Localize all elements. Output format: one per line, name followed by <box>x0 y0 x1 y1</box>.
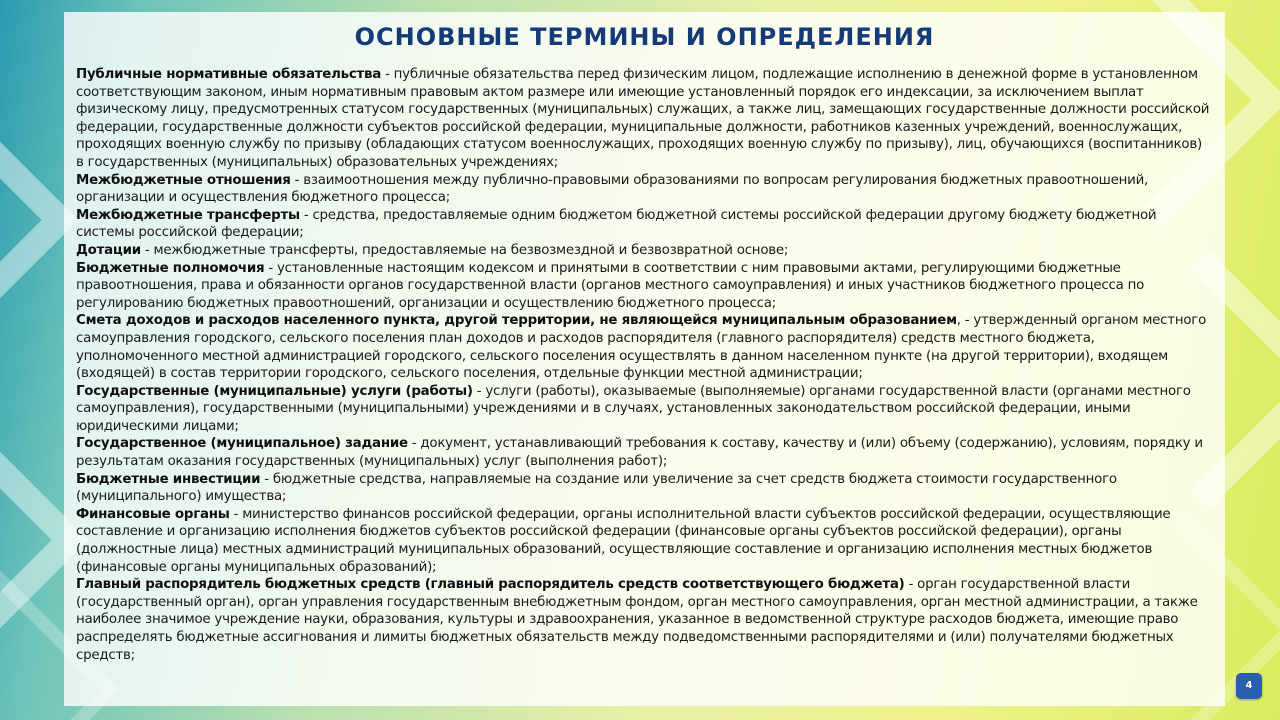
term-name: Главный распорядитель бюджетных средств (главный распорядитель средств соответствующего бюджета) <box>76 577 905 593</box>
term-entry <box>76 435 1213 470</box>
term-definition: - министерство финансов российской федерации, органы исполнительной власти субъектов российской федерации, осуществляющие составление и организацию исполнения бюджетов субъектов российской федерации (финансовые органы субъектов российской федерации), органы (должностные лица) местных администраций муниципальных образований, осуществляющие составление и организацию исполнения местных бюджетов (финансовые органы муниципальных образований); <box>76 506 1171 575</box>
term-definition: - установленные настоящим кодексом и принятыми в соответствии с ним правовыми актами, регулирующими бюджетные правоотношения, права и обязанности органов государственной власти (органов местного самоуправления) и иных участников бюджетного процесса по регулированию бюджетных правоотношений, организации и осуществлению бюджетного процесса; <box>76 260 1145 311</box>
term-entry <box>76 576 1213 664</box>
term-entry <box>76 260 1213 313</box>
term-entry <box>76 207 1213 242</box>
term-definition: - публичные обязательства перед физическим лицом, подлежащие исполнению в денежной форме в установленном соответствующим законом, иным нормативным правовым актом размере или имеющие установленный порядок его индексации, за исключением выплат физическому лицу, предусмотренных статусом государственных (муниципальных) служащих, а также лиц, замещающих государственные должности российской федерации, государственные должности субъектов российской федерации, муниципальные должности, работников казенных учреждений, военнослужащих, проходящих военную службу по призыву (обладающих статусом военнослужащих, проходящих военную службу по призыву), лиц, обучающихся (воспитанников) в государственных (муниципальных) образовательных учреждениях; <box>76 67 1210 170</box>
term-entry <box>76 471 1213 506</box>
term-entry <box>76 66 1213 172</box>
term-entry <box>76 312 1213 382</box>
term-name: Смета доходов и расходов населенного пункта, другой территории, не являющейся муниципальным образованием <box>76 313 957 329</box>
term-entry <box>76 506 1213 576</box>
term-name: Государственное (муниципальное) задание <box>76 436 408 452</box>
term-definition: , - утвержденный органом местного самоуправления городского, сельского поселения план доходов и расходов распорядителя (главного распорядителя) средств местного бюджета, уполномоченного местной администрацией городского, сельского поселения осуществлять в данном населенном пункте (на другой территории), входящем (входящей) в состав территории городского, сельского поселения, отдельные функции местной администрации; <box>76 313 1207 382</box>
term-definition: - услуги (работы), оказываемые (выполняемые) органами государственной власти (органами местного самоуправления), государственными (муниципальными) учреждениями и в случаях, установленных законодательством российской федерации, иными юридическими лицами; <box>76 383 1191 434</box>
term-name: Дотации <box>76 242 141 258</box>
term-definition: - бюджетные средства, направляемые на создание или увеличение за счет средств бюджета стоимости государственного (муниципального) имущества; <box>76 471 1117 505</box>
term-definition: - межбюджетные трансферты, предоставляемые на безвозмездной и безвозвратной основе; <box>140 242 789 258</box>
term-entry <box>76 242 1213 260</box>
term-name: Государственные (муниципальные) услуги (работы) <box>76 383 473 399</box>
term-definition: - взаимоотношения между публично-правовыми образованиями по вопросам регулирования бюджетных правоотношений, организации и осуществления бюджетного процесса; <box>76 172 1149 206</box>
term-definition: - средства, предоставляемые одним бюджетом бюджетной системы российской федерации другому бюджету бюджетной системы российской федерации; <box>76 207 1157 241</box>
term-definition: - документ, устанавливающий требования к составу, качеству и (или) объему (содержанию), условиям, порядку и результатам оказания государственных (муниципальных) услуг (выполнения работ); <box>76 436 1203 470</box>
term-name: Межбюджетные трансферты <box>76 207 300 223</box>
term-name: Бюджетные полномочия <box>76 260 265 276</box>
term-name: Бюджетные инвестиции <box>76 471 261 487</box>
term-entry <box>76 172 1213 207</box>
page-number-badge: 4 <box>1236 673 1262 699</box>
terms-list <box>76 66 1213 664</box>
content-panel <box>64 12 1225 706</box>
term-name: Публичные нормативные обязательства <box>76 67 382 82</box>
term-name: Финансовые органы <box>76 506 230 522</box>
term-definition: - орган государственной власти (государственный орган), орган управления государственным внебюджетным фондом, орган местного самоуправления, орган местной администрации, а также наиболее значимое учреждение науки, образования, культуры и здравоохранения, указанное в ведомственной структуре расходов бюджета, имеющие право распределять бюджетные ассигнования и лимиты бюджетных обязательств между подведомственными распорядителями и (или) получателями бюджетных средств; <box>76 577 1198 663</box>
term-entry <box>76 383 1213 436</box>
slide-title: ОСНОВНЫЕ ТЕРМИНЫ И ОПРЕДЕЛЕНИЯ <box>354 23 935 51</box>
term-name: Межбюджетные отношения <box>76 172 291 188</box>
